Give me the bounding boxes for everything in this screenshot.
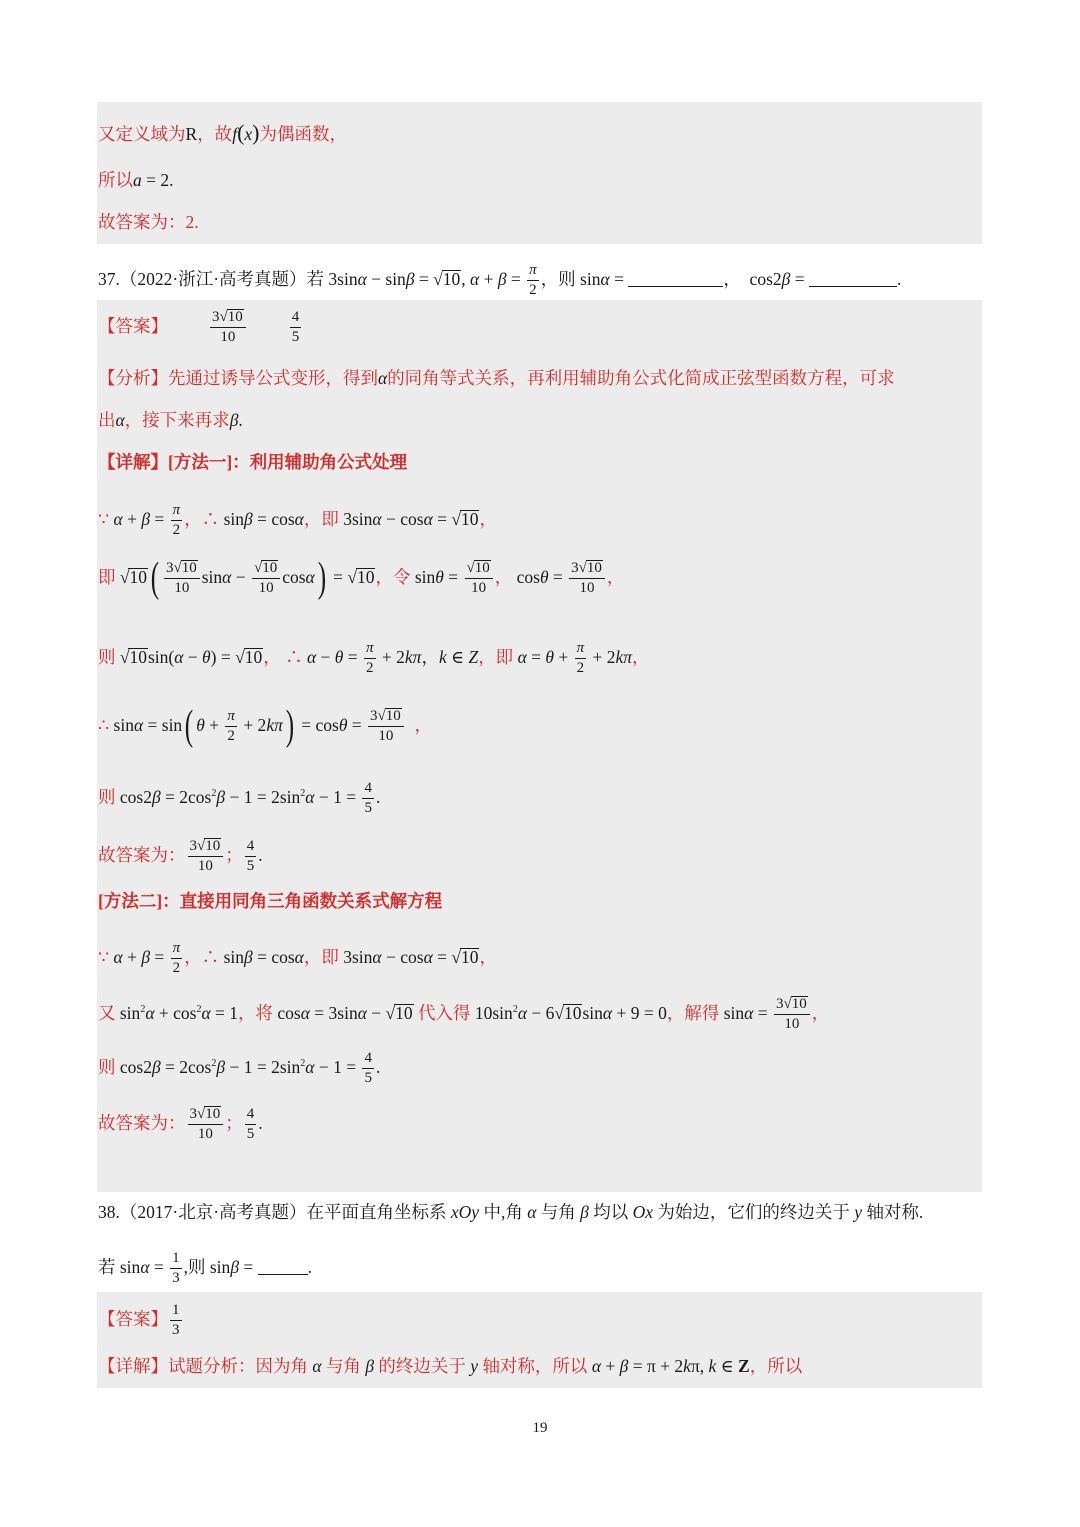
analysis-tag: 【分析】 (98, 368, 168, 388)
question-38-line2: 若 sinα = $\frac{1}{3}$ ,则 sinβ = . (98, 1250, 313, 1287)
page-number: 19 (532, 1420, 548, 1436)
method2-title: [方法二]：直接用同角三角函数关系式解方程 (98, 891, 443, 911)
math-line: 则 √10sin(α − θ) = √10， ∴ α − θ = $\frac{\pi}{2}$ + 2kπ，k ∈ Z，即 α = θ + $\frac{\pi}{2}$ + 2kπ， (98, 640, 650, 677)
analysis-line-2: 出α，接下来再求β. (98, 410, 243, 430)
answer-line-38: 【答案】 $\frac{1}{3}$ (98, 1302, 180, 1339)
method1-title: 【详解】[方法一]：利用辅助角公式处理 (98, 452, 408, 472)
question-37: 37.（2022·浙江·高考真题）若 3sinα − sinβ = √10, α + β = $\frac{\pi}{2}$ ，则 sinα = ， cos2β = . (98, 262, 902, 299)
math-line: 则 $\cos 2\beta = 2\cos^2\beta - 1 = 2\sin^2\alpha - 1$ = $\frac{4}{5}$ . (98, 1050, 381, 1087)
text-line: 又定义域为R，故f(x)为偶函数， (98, 120, 347, 145)
final-answer-2: 故答案为： $\frac{3√10}{10}$ ； $\frac{4}{5}$ . (98, 1106, 263, 1143)
analysis-line-1: 【分析】先通过诱导公式变形，得到α的同角等式关系，再利用辅助角公式化简成正弦型函数方程，可求 (98, 368, 895, 388)
answer-line: 【答案】 $\frac{3√10}{10}$ $\frac{4}{5}$ (98, 309, 300, 346)
detail-line-38: 【详解】试题分析：因为角 α 与角 β 的终边关于 y 轴对称，所以 α + β = π + 2kπ, k ∈ Z，所以 (98, 1356, 803, 1376)
math-line: ∵ α + β = $\frac{\pi}{2}$ ，∴ sinβ = cosα，即 3sinα − cosα = √10， (98, 502, 497, 539)
answer-tag: 【答案】 (98, 315, 168, 336)
math-line: ∵ α + β = $\frac{\pi}{2}$ ，∴ sinβ = cosα，即 3sinα − cosα = √10， (98, 940, 497, 977)
math-line: 又 $\sin^2\alpha + \cos^2\alpha = 1$，将 cosα = 3sinα − √10 代入得 $10\sin^2\alpha - 6√10\sin\alpha + 9 = 0$，解得 sinα = $\frac{3√10}{10}$ ， (98, 996, 830, 1033)
math-line: ∴ sinα = sin( θ + $\frac{\pi}{2}$ + 2kπ) = cosθ = $\frac{3√10}{10}$ ， (98, 702, 433, 749)
text-line: 故答案为：2. (98, 212, 199, 232)
question-38: 38.（2017·北京·高考真题）在平面直角坐标系 xOy 中,角 α 与角 β 均以 Ox 为始边，它们的终边关于 y 轴对称. (98, 1202, 924, 1222)
math-line: 即 √10( $\frac{3√10}{10}$ sinα − $\frac{√10}{10}$ cosα) = √10，令 sinθ = $\frac{√10}{10}$ ， cosθ = $\frac{3√10}{10}$ ， (98, 554, 625, 601)
math-line: 则 $\cos 2\beta = 2\cos^2\beta - 1 = 2\sin^2\alpha - 1$ = $\frac{4}{5}$ . (98, 780, 381, 817)
final-answer-1: 故答案为： $\frac{3√10}{10}$ ； $\frac{4}{5}$ . (98, 838, 263, 875)
text-line: 所以a = 2. (98, 170, 174, 190)
